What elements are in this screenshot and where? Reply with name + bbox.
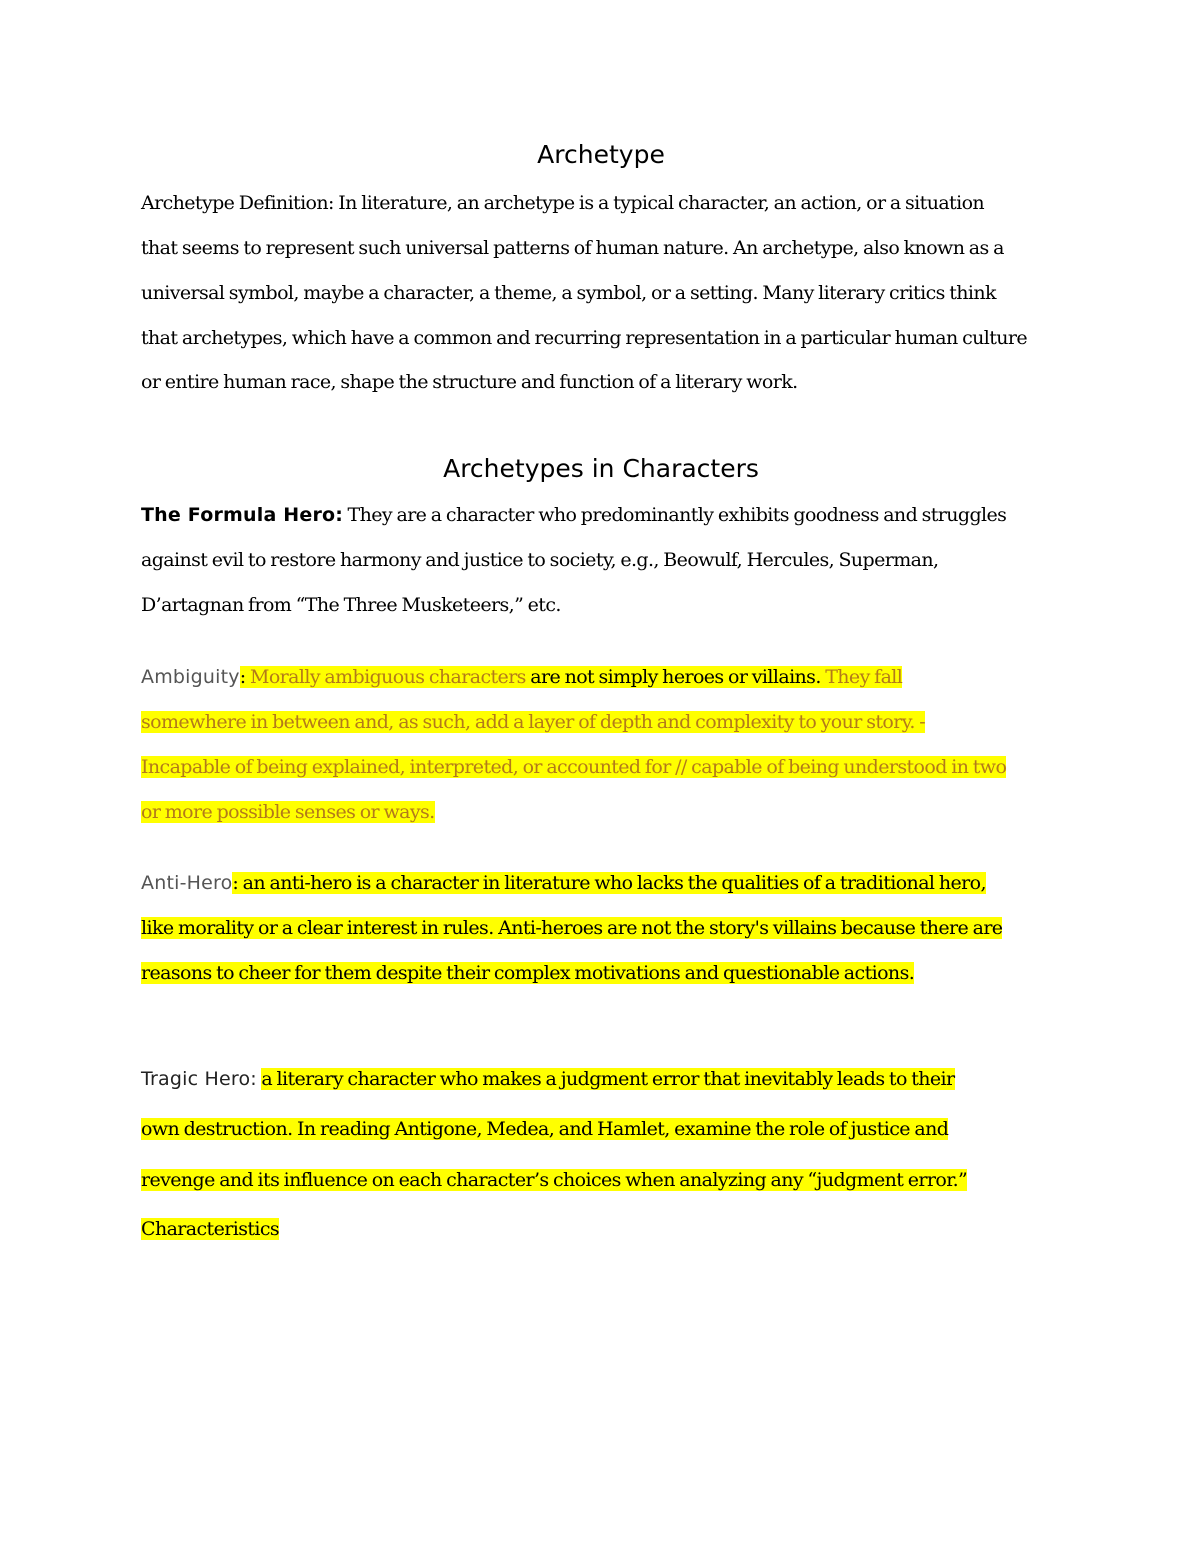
definition-line-2: that seems to represent such universal patterns of human nature. An archetype, also known as a	[141, 237, 1004, 259]
tragic-hero-line-3	[141, 1169, 967, 1191]
ambiguity-text-line-2: somewhere in between and, as such, add a layer of depth and complexity to your story. -	[141, 711, 926, 733]
ambiguity-text-line-4: or more possible senses or ways.	[141, 801, 435, 823]
ambiguity-label: Ambiguity	[141, 666, 240, 688]
ambiguity-line-1	[141, 666, 902, 688]
definition-line-1: Archetype Definition: In literature, an archetype is a typical character, an action, or a situation	[141, 192, 985, 214]
anti-hero-text-line-1: : an anti-hero is a character in literature who lacks the qualities of a traditional hero,	[232, 872, 986, 894]
formula-hero-line-1	[141, 504, 1006, 526]
ambiguity-text-c: They fall	[820, 666, 903, 688]
tragic-hero-line-1	[141, 1068, 955, 1090]
anti-hero-line-3	[141, 962, 914, 984]
anti-hero-line-1	[141, 872, 986, 894]
formula-hero-text: They are a character who predominantly exhibits goodness and struggles	[343, 504, 1007, 526]
anti-hero-line-2	[141, 917, 1002, 939]
ambiguity-colon: :	[239, 666, 246, 688]
definition-line-3: universal symbol, maybe a character, a theme, a symbol, or a setting. Many literary critics think	[141, 282, 996, 304]
ambiguity-text-b: are not simply heroes or villains.	[525, 666, 821, 688]
ambiguity-line-3	[141, 756, 1006, 778]
ambiguity-text-a: Morally ambiguous characters	[245, 666, 526, 688]
tragic-hero-text-line-3: revenge and its influence on each character’s choices when analyzing any “judgment error.”	[141, 1169, 968, 1191]
tragic-hero-text-line-2: own destruction. In reading Antigone, Medea, and Hamlet, examine the role of justice and	[141, 1118, 949, 1140]
definition-line-4: that archetypes, which have a common and recurring representation in a particular human culture	[141, 327, 1028, 349]
page-title: Archetype	[537, 140, 665, 169]
tragic-hero-label: Tragic Hero:	[141, 1068, 257, 1090]
section-heading: Archetypes in Characters	[443, 454, 759, 483]
tragic-hero-line-4	[141, 1218, 279, 1240]
formula-hero-label: The Formula Hero:	[141, 504, 344, 526]
tragic-hero-text-line-1: a literary character who makes a judgment error that inevitably leads to their	[261, 1068, 955, 1090]
tragic-hero-line-2	[141, 1118, 948, 1140]
anti-hero-label: Anti-Hero	[141, 872, 233, 894]
formula-hero-line-2: against evil to restore harmony and justice to society, e.g., Beowulf, Hercules, Superman,	[141, 549, 939, 571]
ambiguity-text-line-3: Incapable of being explained, interpreted, or accounted for // capable of being understood in two	[141, 756, 1007, 778]
anti-hero-text-line-2: like morality or a clear interest in rules. Anti-heroes are not the story's villains because there are	[141, 917, 1003, 939]
ambiguity-line-2	[141, 711, 925, 733]
anti-hero-text-line-3: reasons to cheer for them despite their complex motivations and questionable actions.	[141, 962, 915, 984]
ambiguity-line-4	[141, 801, 435, 823]
tragic-hero-text-line-4: Characteristics	[141, 1218, 280, 1240]
formula-hero-line-3: D’artagnan from “The Three Musketeers,” etc.	[141, 594, 561, 616]
definition-line-5: or entire human race, shape the structure and function of a literary work.	[141, 371, 798, 393]
